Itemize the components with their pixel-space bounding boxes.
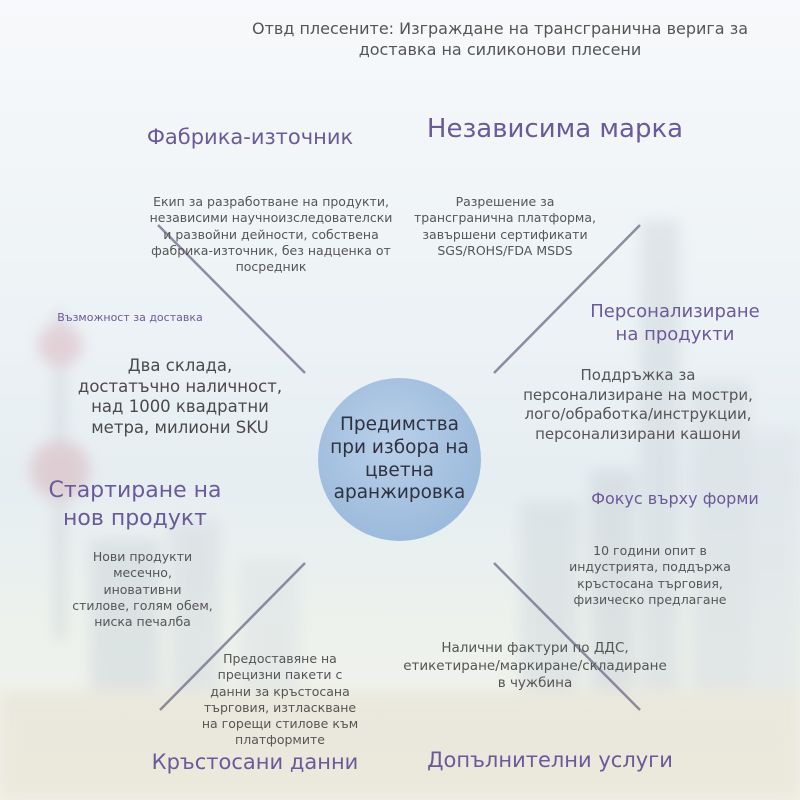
brand-body: [395, 194, 615, 259]
brand-body-line: завършени сертификати: [422, 226, 588, 242]
delivery-body: [60, 356, 300, 439]
focus-body-line: индустрията, поддържа: [569, 559, 731, 575]
focus-body-line: кръстосана търговия,: [577, 575, 723, 591]
custom-body-line: персонализиране на мостри,: [523, 385, 753, 404]
data-body-line: платформите: [235, 732, 325, 748]
center-text-line: аранжировка: [333, 482, 466, 504]
launch-body-line: иновативни: [103, 581, 182, 597]
data-title: Кръстосани данни: [151, 750, 359, 774]
custom-body-line: Поддръжка за: [580, 366, 696, 384]
launch-title: [25, 477, 245, 532]
focus-title: Фокус върху форми: [591, 489, 759, 508]
header-title-line1: Отвд плесените: Изграждане на трансгранична верига за: [251, 19, 749, 38]
factory-body-line: посредник: [235, 259, 307, 274]
center-text-line: Предимства: [339, 414, 459, 436]
delivery-body-line: Два склада,: [127, 356, 233, 375]
launch-title-line: Стартиране на: [48, 478, 222, 503]
services-body-line: етикетиране/маркиране/складиране: [403, 657, 667, 674]
header-title-line2: доставка на силиконови плесени: [358, 39, 642, 59]
services-title: Допълнителни услуги: [427, 748, 673, 772]
custom-body-line: персонализирани кашони: [535, 424, 741, 443]
focus-body: [550, 543, 750, 608]
focus-body-line: 10 години опит в: [593, 543, 707, 558]
factory-body-line: фабрика-източник, без надценка от: [151, 242, 391, 258]
brand-body-line: SGS/ROHS/FDA MSDS: [437, 242, 573, 258]
custom-title-line: на продукти: [615, 323, 735, 345]
factory-title: Фабрика-източник: [146, 125, 354, 149]
delivery-title: Възможност за доставка: [57, 311, 203, 324]
header-title: [245, 19, 755, 61]
custom-body-line: лого/обработка/инструкции,: [524, 405, 752, 423]
data-body-line: данни за кръстосана: [210, 683, 350, 699]
custom-body: [478, 366, 798, 444]
launch-body: [55, 549, 230, 630]
factory-body-line: и развойни дейности, собствена: [163, 226, 379, 242]
factory-body-line: Екип за разработване на продукти,: [153, 194, 389, 209]
brand-body-line: трансгранична платформа,: [413, 210, 596, 226]
launch-body-line: Нови продукти: [92, 549, 193, 564]
custom-title-line: Персонализиране: [590, 301, 760, 322]
services-body: [395, 640, 675, 693]
center-circle: [318, 378, 481, 541]
focus-body-line: физическо предлагане: [573, 591, 727, 607]
launch-body-line: месечно,: [113, 565, 172, 581]
delivery-body-line: над 1000 квадратни: [91, 397, 269, 417]
delivery-body-line: достатъчно наличност,: [77, 376, 283, 396]
delivery-body-line: метра, милиони SKU: [91, 417, 269, 437]
custom-title: [560, 301, 790, 346]
data-body-line: прецизни пакети с: [217, 667, 343, 683]
brand-title: Независима марка: [426, 114, 684, 144]
services-body-line: в чужбина: [497, 675, 573, 692]
launch-body-line: стилове, голям обем,: [72, 597, 213, 613]
factory-body-line: независими научноизследователски: [149, 210, 393, 226]
data-body-line: Предоставяне на: [223, 651, 337, 666]
center-text-line: при избора на: [330, 436, 469, 458]
center-text-line: цветна: [364, 459, 435, 481]
center-text: [330, 414, 469, 504]
factory-body: [140, 194, 402, 275]
services-body-line: Налични фактури по ДДС,: [441, 640, 629, 656]
data-body-line: на горещи стилове към: [201, 716, 359, 731]
launch-body-line: ниска печалба: [94, 614, 191, 629]
launch-title-line: нов продукт: [63, 505, 207, 531]
brand-body-line: Разрешение за: [455, 194, 555, 209]
data-body: [180, 651, 380, 749]
data-body-line: търговия, изтласкване: [203, 699, 357, 715]
